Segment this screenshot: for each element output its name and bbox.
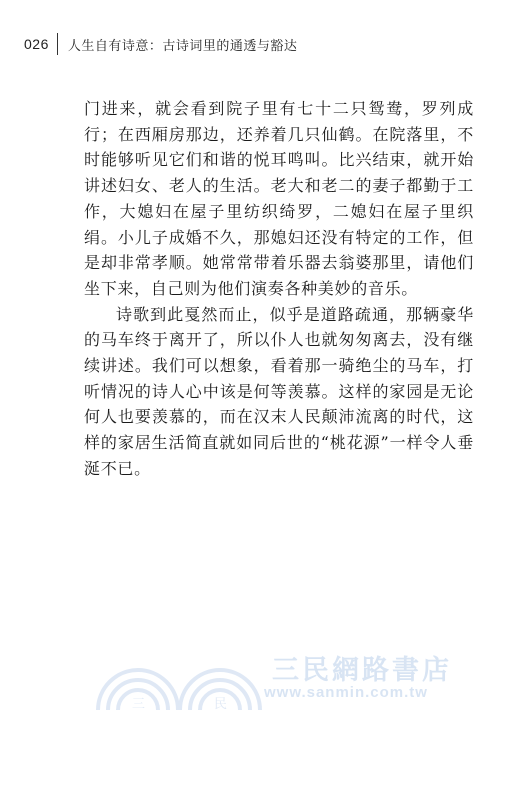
- running-title: 人生自有诗意：古诗词里的通透与豁达: [67, 38, 298, 54]
- paragraph: 诗歌到此戛然而止，似乎是道路疏通，那辆豪华的马车终于离开了，所以仆人也就匆匆离去，没有继续讲述。我们可以想象，看着那一骑绝尘的马车，打听情况的诗人心中该是何等羡慕。这样的家园是无论何人也要羡慕的，而在汉末人民颠沛流离的时代，这样的家居生活简直就如同后世的“桃花源”一样令人垂涎不已。: [84, 304, 474, 478]
- watermark-store-name: 三民網路書店: [272, 655, 452, 686]
- page-number: 026: [24, 36, 49, 52]
- paragraph-continued: 门进来，就会看到院子里有七十二只鸳鸯，罗列成行；在西厢房那边，还养着几只仙鹤。在院落里，不时能够听见它们和谐的悦耳鸣叫。比兴结束，就开始讲述妇女、老人的生活。老大和老二的妻子都勤于工作，大媳妇在屋子里纺织绮罗，二媳妇在屋子里织绢。小儿子成婚不久，那媳妇还没有特定的工作，但是却非常孝顺。她常常带着乐器去翁婆那里，请他们坐下来，自己则为他们演奏各种美妙的音乐。: [84, 99, 474, 298]
- body-text: [84, 96, 474, 482]
- watermark-logo-icon: [92, 646, 267, 716]
- watermark-logo-char-2: 民: [214, 697, 228, 712]
- watermark-url: www.sanmin.com.tw: [264, 684, 428, 701]
- watermark-logo-char-1: 三: [132, 697, 146, 712]
- header-divider: [57, 33, 58, 55]
- page-header: [24, 33, 297, 55]
- watermark: [92, 646, 452, 716]
